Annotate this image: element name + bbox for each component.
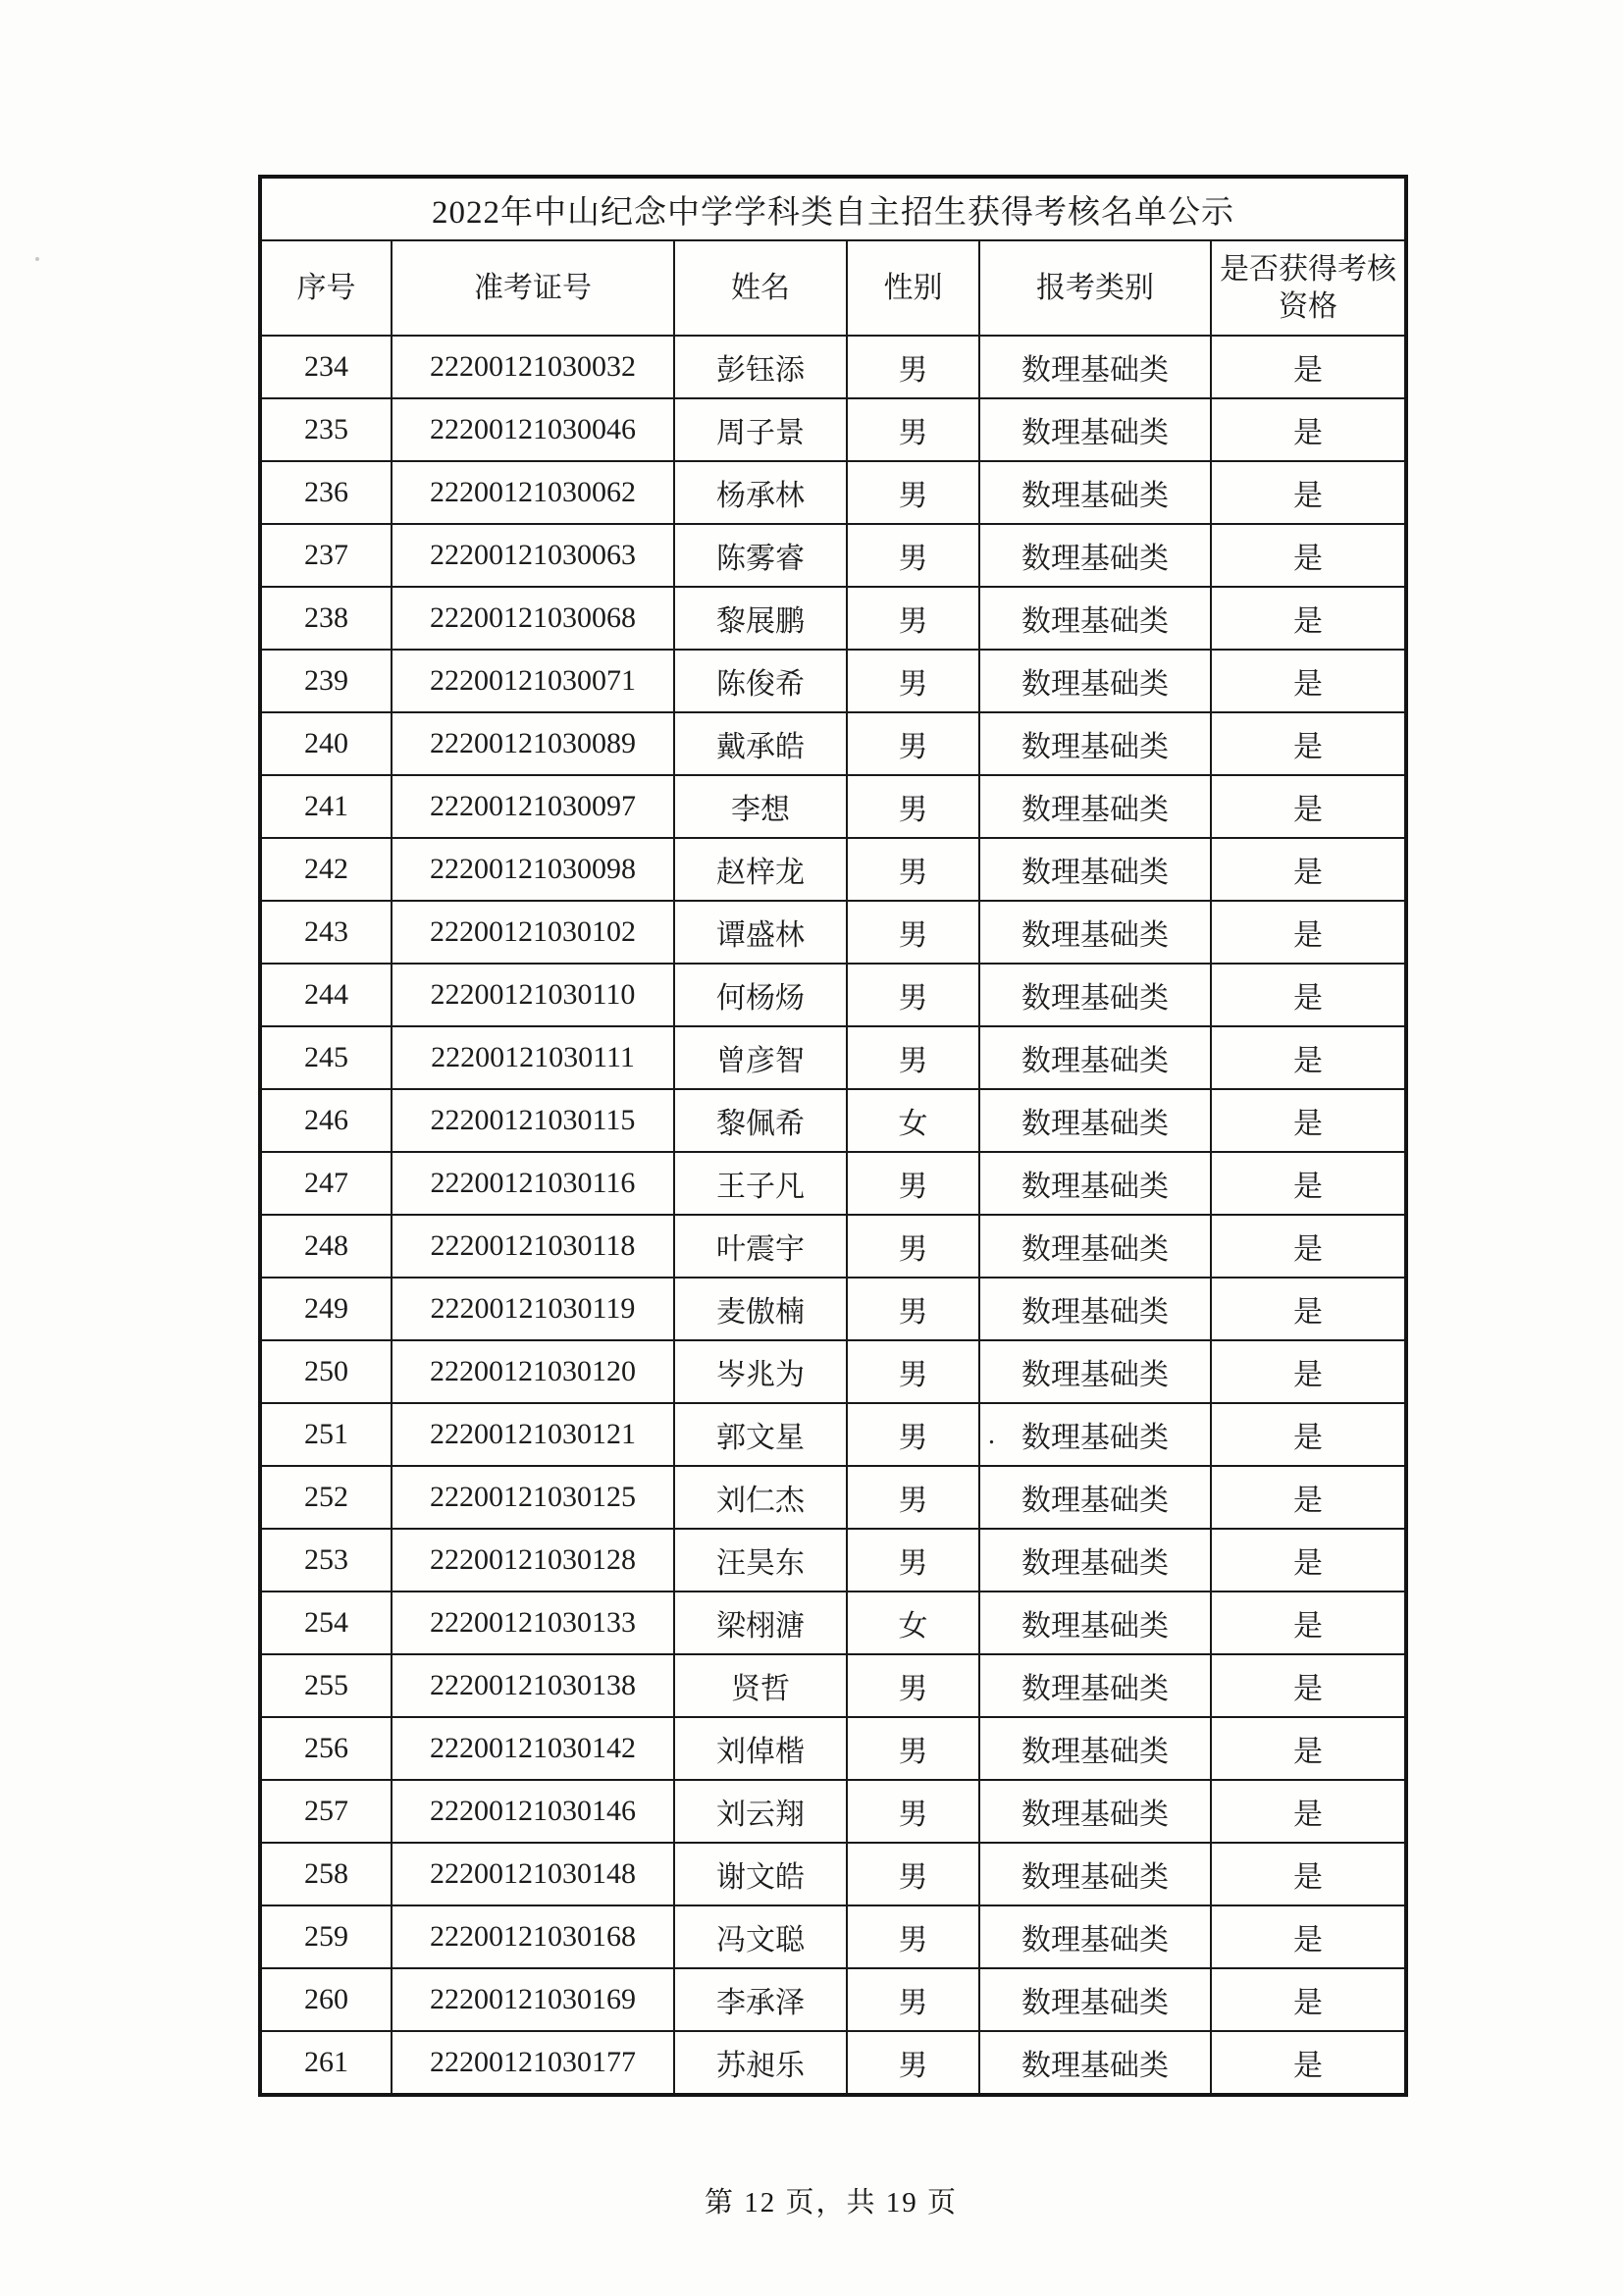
table-row [260,838,1406,901]
cell-gender: 男 [847,838,979,901]
cell-qualified: 是 [1211,964,1406,1026]
cell-category [979,1466,1211,1529]
cell-category [979,336,1211,398]
category-text: 数理基础类 [1021,1171,1169,1203]
category-text: 数理基础类 [1021,543,1169,575]
cell-serial: 247 [260,1152,392,1215]
scan-speckle [35,257,39,261]
page-number-footer: 第 12 页，共 19 页 [704,2187,958,2218]
table-row [260,1466,1406,1529]
header-name: 姓名 [674,240,847,336]
header-exam-id: 准考证号 [392,240,674,336]
cell-gender: 男 [847,1152,979,1215]
cell-qualified: 是 [1211,1968,1406,2031]
cell-qualified: 是 [1211,712,1406,775]
category-text: 数理基础类 [1021,1924,1169,1957]
cell-category [979,1529,1211,1592]
table-row [260,1717,1406,1780]
cell-exam-id: 22200121030148 [392,1843,674,1905]
cell-name: 黎展鹏 [674,587,847,650]
category-text: 数理基础类 [1021,1359,1169,1391]
cell-category [979,1780,1211,1843]
header-category: 报考类别 [979,240,1211,336]
cell-serial: 251 [260,1403,392,1466]
cell-gender: 男 [847,1278,979,1340]
cell-exam-id: 22200121030119 [392,1278,674,1340]
cell-name: 戴承皓 [674,712,847,775]
cell-gender: 男 [847,1654,979,1717]
category-text: 数理基础类 [1021,2050,1169,2082]
cell-serial: 260 [260,1968,392,2031]
cell-exam-id: 22200121030121 [392,1403,674,1466]
cell-serial: 254 [260,1592,392,1654]
cell-serial: 239 [260,650,392,712]
table-row [260,587,1406,650]
cell-name: 曾彦智 [674,1026,847,1089]
header-qualified: 是否获得考核资格 [1211,240,1406,336]
cell-qualified: 是 [1211,398,1406,461]
category-text: 数理基础类 [1021,857,1169,889]
cell-serial: 258 [260,1843,392,1905]
cell-gender: 男 [847,1340,979,1403]
cell-qualified: 是 [1211,1278,1406,1340]
cell-category [979,712,1211,775]
cell-name: 苏昶乐 [674,2031,847,2095]
cell-category [979,1278,1211,1340]
table-row [260,1089,1406,1152]
table-row [260,398,1406,461]
cell-qualified: 是 [1211,1843,1406,1905]
cell-gender: 男 [847,336,979,398]
cell-qualified: 是 [1211,1026,1406,1089]
category-text: 数理基础类 [1021,668,1169,701]
cell-gender: 男 [847,1026,979,1089]
cell-serial: 242 [260,838,392,901]
table-row [260,461,1406,524]
cell-exam-id: 22200121030177 [392,2031,674,2095]
cell-category [979,461,1211,524]
table-row [260,1215,1406,1278]
table-row [260,2031,1406,2095]
cell-name: 何杨炀 [674,964,847,1026]
cell-exam-id: 22200121030169 [392,1968,674,2031]
category-text: 数理基础类 [1021,1045,1169,1077]
table-row [260,1403,1406,1466]
category-text: 数理基础类 [1021,731,1169,763]
cell-qualified: 是 [1211,336,1406,398]
cell-name: 郭文星 [674,1403,847,1466]
cell-category [979,1905,1211,1968]
cell-category [979,1843,1211,1905]
cell-category [979,838,1211,901]
table-row [260,1968,1406,2031]
cell-qualified: 是 [1211,1089,1406,1152]
cell-serial: 244 [260,964,392,1026]
table-row [260,1026,1406,1089]
category-text: 数理基础类 [1021,1233,1169,1266]
cell-exam-id: 22200121030032 [392,336,674,398]
cell-qualified: 是 [1211,1215,1406,1278]
category-text: 数理基础类 [1021,919,1169,952]
category-text: 数理基础类 [1021,417,1169,449]
cell-exam-id: 22200121030142 [392,1717,674,1780]
table-row [260,775,1406,838]
cell-gender: 男 [847,1968,979,2031]
cell-exam-id: 22200121030071 [392,650,674,712]
category-text: 数理基础类 [1021,1296,1169,1329]
cell-serial: 235 [260,398,392,461]
cell-exam-id: 22200121030097 [392,775,674,838]
cell-exam-id: 22200121030068 [392,587,674,650]
cell-name: 麦傲楠 [674,1278,847,1340]
cell-name: 刘云翔 [674,1780,847,1843]
cell-qualified: 是 [1211,1340,1406,1403]
cell-serial: 255 [260,1654,392,1717]
cell-qualified: 是 [1211,461,1406,524]
cell-category [979,1717,1211,1780]
category-text: 数理基础类 [1021,1422,1169,1454]
cell-name: 李承泽 [674,1968,847,2031]
cell-gender: 男 [847,1717,979,1780]
cell-serial: 236 [260,461,392,524]
cell-category [979,2031,1211,2095]
table-body [260,336,1406,2095]
cell-gender: 男 [847,901,979,964]
category-text: 数理基础类 [1021,1673,1169,1705]
cell-category [979,398,1211,461]
cell-serial: 253 [260,1529,392,1592]
stray-dot-artifact: . [988,1420,995,1450]
cell-qualified: 是 [1211,1592,1406,1654]
cell-qualified: 是 [1211,650,1406,712]
cell-qualified: 是 [1211,1717,1406,1780]
cell-name: 刘仁杰 [674,1466,847,1529]
cell-serial: 249 [260,1278,392,1340]
admission-roster-table [258,175,1408,2097]
category-text: 数理基础类 [1021,354,1169,387]
cell-gender: 男 [847,1905,979,1968]
table-row [260,1152,1406,1215]
cell-name: 陈雾睿 [674,524,847,587]
cell-name: 陈俊希 [674,650,847,712]
table-title-row [260,177,1406,240]
cell-serial: 241 [260,775,392,838]
cell-name: 彭钰添 [674,336,847,398]
page-title: 2022年中山纪念中学学科类自主招生获得考核名单公示 [260,177,1406,240]
cell-qualified: 是 [1211,901,1406,964]
cell-serial: 237 [260,524,392,587]
cell-name: 梁栩溏 [674,1592,847,1654]
cell-serial: 252 [260,1466,392,1529]
cell-name: 李想 [674,775,847,838]
cell-category [979,1152,1211,1215]
category-text: 数理基础类 [1021,480,1169,512]
cell-serial: 240 [260,712,392,775]
table-row [260,1340,1406,1403]
cell-gender: 男 [847,650,979,712]
cell-exam-id: 22200121030116 [392,1152,674,1215]
cell-exam-id: 22200121030110 [392,964,674,1026]
cell-category [979,524,1211,587]
table-header-row [260,240,1406,336]
cell-gender: 男 [847,461,979,524]
category-text: 数理基础类 [1021,605,1169,638]
table-row [260,964,1406,1026]
cell-name: 王子凡 [674,1152,847,1215]
cell-exam-id: 22200121030118 [392,1215,674,1278]
cell-gender: 男 [847,587,979,650]
cell-name: 杨承林 [674,461,847,524]
table-row [260,1278,1406,1340]
cell-exam-id: 22200121030089 [392,712,674,775]
cell-gender: 男 [847,2031,979,2095]
cell-gender: 男 [847,964,979,1026]
cell-gender: 男 [847,1529,979,1592]
cell-qualified: 是 [1211,775,1406,838]
table-row [260,524,1406,587]
table-row [260,901,1406,964]
category-text: 数理基础类 [1021,982,1169,1015]
cell-name: 冯文聪 [674,1905,847,1968]
cell-serial: 238 [260,587,392,650]
cell-exam-id: 22200121030138 [392,1654,674,1717]
cell-qualified: 是 [1211,1654,1406,1717]
cell-name: 周子景 [674,398,847,461]
cell-exam-id: 22200121030120 [392,1340,674,1403]
category-text: 数理基础类 [1021,1736,1169,1768]
cell-gender: 男 [847,1843,979,1905]
category-text: 数理基础类 [1021,1861,1169,1894]
cell-name: 谭盛林 [674,901,847,964]
table-row [260,1529,1406,1592]
cell-serial: 261 [260,2031,392,2095]
cell-serial: 243 [260,901,392,964]
category-text: 数理基础类 [1021,1799,1169,1831]
cell-gender: 女 [847,1592,979,1654]
table-row [260,1780,1406,1843]
cell-exam-id: 22200121030063 [392,524,674,587]
cell-gender: 男 [847,775,979,838]
cell-exam-id: 22200121030125 [392,1466,674,1529]
category-text: 数理基础类 [1021,1987,1169,2019]
category-text: 数理基础类 [1021,1485,1169,1517]
cell-gender: 男 [847,1403,979,1466]
cell-name: 谢文皓 [674,1843,847,1905]
cell-name: 黎佩希 [674,1089,847,1152]
cell-qualified: 是 [1211,587,1406,650]
cell-category [979,964,1211,1026]
cell-name: 叶震宇 [674,1215,847,1278]
cell-name: 刘倬楷 [674,1717,847,1780]
category-text: 数理基础类 [1021,794,1169,826]
cell-category [979,775,1211,838]
cell-serial: 248 [260,1215,392,1278]
table-row [260,650,1406,712]
cell-serial: 250 [260,1340,392,1403]
cell-qualified: 是 [1211,1466,1406,1529]
cell-category [979,1654,1211,1717]
cell-qualified: 是 [1211,1403,1406,1466]
cell-category [979,587,1211,650]
cell-serial: 259 [260,1905,392,1968]
cell-exam-id: 22200121030046 [392,398,674,461]
category-text: 数理基础类 [1021,1610,1169,1643]
table-row [260,336,1406,398]
cell-serial: 256 [260,1717,392,1780]
cell-qualified: 是 [1211,1529,1406,1592]
cell-qualified: 是 [1211,1905,1406,1968]
cell-name: 贤哲 [674,1654,847,1717]
cell-gender: 男 [847,398,979,461]
cell-qualified: 是 [1211,2031,1406,2095]
cell-serial: 234 [260,336,392,398]
category-text: 数理基础类 [1021,1547,1169,1580]
cell-gender: 男 [847,1466,979,1529]
header-gender: 性别 [847,240,979,336]
cell-qualified: 是 [1211,1152,1406,1215]
cell-exam-id: 22200121030168 [392,1905,674,1968]
cell-exam-id: 22200121030115 [392,1089,674,1152]
cell-exam-id: 22200121030146 [392,1780,674,1843]
cell-gender: 女 [847,1089,979,1152]
table-row [260,1654,1406,1717]
cell-category [979,1089,1211,1152]
cell-category [979,1403,1211,1466]
cell-exam-id: 22200121030133 [392,1592,674,1654]
cell-exam-id: 22200121030102 [392,901,674,964]
header-serial: 序号 [260,240,392,336]
cell-exam-id: 22200121030128 [392,1529,674,1592]
cell-exam-id: 22200121030111 [392,1026,674,1089]
cell-category [979,901,1211,964]
cell-name: 汪昊东 [674,1529,847,1592]
cell-gender: 男 [847,524,979,587]
cell-category [979,1968,1211,2031]
cell-name: 赵梓龙 [674,838,847,901]
cell-qualified: 是 [1211,1780,1406,1843]
cell-qualified: 是 [1211,524,1406,587]
cell-gender: 男 [847,1215,979,1278]
cell-gender: 男 [847,712,979,775]
cell-category [979,650,1211,712]
cell-serial: 246 [260,1089,392,1152]
cell-exam-id: 22200121030098 [392,838,674,901]
cell-qualified: 是 [1211,838,1406,901]
table-row [260,1905,1406,1968]
cell-gender: 男 [847,1780,979,1843]
cell-category [979,1592,1211,1654]
cell-category [979,1215,1211,1278]
table-row [260,712,1406,775]
cell-serial: 245 [260,1026,392,1089]
cell-exam-id: 22200121030062 [392,461,674,524]
cell-category [979,1026,1211,1089]
cell-name: 岑兆为 [674,1340,847,1403]
table-row [260,1592,1406,1654]
table-row [260,1843,1406,1905]
category-text: 数理基础类 [1021,1108,1169,1140]
cell-category [979,1340,1211,1403]
cell-serial: 257 [260,1780,392,1843]
